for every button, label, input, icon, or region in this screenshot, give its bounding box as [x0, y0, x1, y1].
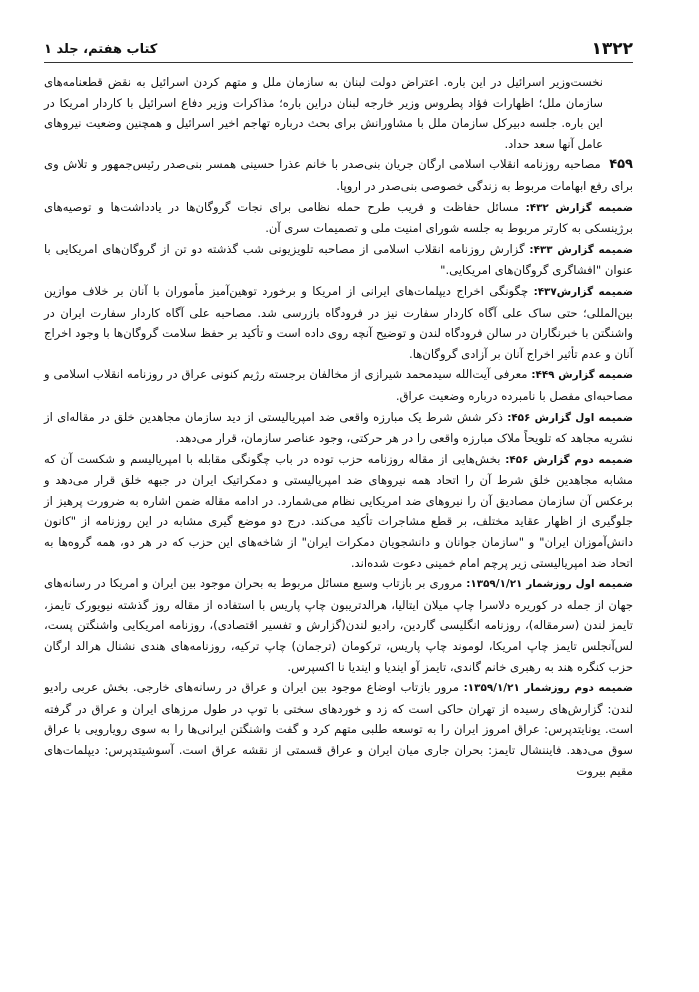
entry-text: مصاحبه روزنامه انقلاب اسلامی ارگان جریان بنی‌صدر با خانم عذرا حسینی همسر بنی‌صدر رئیس‌جمهور و تلاش وی برای رفع ابهامات مربوط به زندگی خصوصی بنی‌صدر در اروپا.	[44, 157, 633, 193]
appendix-report-432	[44, 197, 633, 239]
entry-label: ضمیمه دوم گزارش ۴۵۶:	[505, 453, 633, 466]
entry-text: مروری بر بازتاب وسیع مسائل مربوط به بحران موجود بین ایران و امریکا در رسانه‌های جهان از جمله در کوریره دلاسرا چاپ میلان ایتالیا، هرالدتریبون چاپ پاریس با استفاده از مقاله روز گذشته نیویورک تایمز، تایمز لندن (سرمقاله)، روزنامه انگلیسی گاردین، رادیو لندن(گزارش و تفسیر اقتصادی)، روزنامه امریکایی واشنگتن پست، لس‌آنجلس تایمز چاپ امریکا، لوموند چاپ پاریس، ترکومان (ترجمان) چاپ ترکیه، روزنامه‌های هندی نشنال هرالد ارگان حزب کنگره هند به رهبری خانم گاندی، تایمز آو ایندیا و ایندیا نا اکسپرس.	[44, 576, 633, 674]
entry-label: ضمیمه گزارش۴۳۷:	[533, 285, 634, 298]
second-appendix-chronicle	[44, 677, 633, 781]
appendix-report-449	[44, 364, 633, 406]
entry-label: ضمیمه گزارش ۴۴۹:	[531, 369, 633, 382]
book-title: کتاب هفتم، جلد ۱	[44, 41, 158, 57]
entry-text: معرفی آیت‌الله سیدمحمد شیرازی از مخالفان برجسته رژیم کنونی عراق در روزنامه انقلاب اسلامی و مصاحبه‌ای مفصل با نامبرده درباره وضعیت عراق.	[44, 367, 633, 403]
second-appendix-report-456	[44, 449, 633, 574]
appendix-report-437	[44, 281, 633, 364]
entry-text: بخش‌هایی از مقاله روزنامه حزب توده در باب چگونگی مقابله با امپریالیسم و شکست آن که مشابه مجاهدین خلق شرط آن را اتحاد همه نیروهای ضد امپریالیستی و دمکراتیک ایران در جبهه خلق قرار می‌دهد و برعکس آن سازمان مصادیق آن را نیروهای ضد امریکایی نظام می‌شمارد. در ادامه مقاله ضمن اشاره به ضرورت پرهیز از جلوگیری از اظهار عقاید مختلف، بر قطع مشاجرات تأکید می‌کند. درج دو موضع گیری مشابه در این روزنامه از "کانون دانش‌آموزان ایران" و "سازمان جوانان و دانشجویان دمکرات ایران" از شاخه‌های این حزب که در هر دو، همه گروه‌ها به اتحاد ضد امپریالیستی زیر پرچم امام خمینی دعوت شده‌اند.	[44, 451, 633, 570]
page-body	[44, 72, 633, 781]
entry-459	[44, 154, 633, 196]
first-appendix-report-456	[44, 407, 633, 449]
entry-text: مسائل حفاظت و فریب طرح حمله نظامی برای نجات گروگان‌ها در یادداشت‌ها و توصیه‌های برژینسکی به کارتر مربوط به جلسه شورای امنیت ملی و تصمیمات سری آن.	[44, 199, 633, 236]
entry-number: ۴۵۹	[609, 157, 633, 173]
first-appendix-chronicle	[44, 573, 633, 677]
entry-label: ضمیمه اول گزارش ۴۵۶:	[507, 411, 633, 424]
page-number: ۱۳۲۲	[591, 39, 633, 59]
entry-text: نخست‌وزیر اسرائیل در این باره. اعتراض دولت لبنان به سازمان ملل و متهم کردن اسرائیل به نقض قطعنامه‌های سازمان ملل؛ اظهارات فؤاد پطروس وزیر خارجه لبنان دراین باره؛ مذاکرات وزیر دفاع اسرائیل با کاردار امریکا در این باره. جلسه دبیرکل سازمان ملل با مشاورانش برای بحث درباره تهاجم اخیر اسرائیل و همچنین وضعیت نیروهای عامل آنها سعد حداد.	[44, 75, 603, 151]
entry-label: ضمیمه دوم روزشمار ۱۳۵۹/۱/۲۱:	[463, 682, 634, 695]
page-header	[44, 36, 633, 63]
entry-text: گزارش روزنامه انقلاب اسلامی از مصاحبه تلویزیونی شب گذشته دو تن از گروگان‌های امریکایی با عنوان "افشاگری گروگان‌های امریکایی."	[44, 241, 633, 278]
entry-text: چگونگی اخراج دیپلمات‌های ایرانی از امریکا و برخورد توهین‌آمیز مأموران با آنان بر خلاف موازین بین‌المللی؛ حتی ساک علی آگاه کاردار سفارت نیز در فرودگاه بازرسی شد. مصاحبه علی آگاه کاردار سفارت ایران در واشنگتن با خبرنگاران در سالن فرودگاه لندن و توضیح آنچه روی داده است و تأکید بر حفظ سلامت گروگان‌ها با وجود اخراج آنان و عدم تأثیر اخراج آنان بر آزادی گروگان‌ها.	[44, 283, 633, 361]
entry-text: ذکر شش شرط یک مبارزه واقعی ضد امپریالیستی از دید سازمان مجاهدین خلق در مقاله‌ای از نشریه مجاهد که تلویحاً ملاک مبارزه واقعی را در هر حرکتی، وجود عناصر سازمان، قرار می‌دهد.	[44, 409, 633, 446]
continuation-paragraph	[44, 72, 603, 154]
appendix-report-433	[44, 239, 633, 281]
entry-label: ضمیمه گزارش ۴۳۲:	[525, 201, 633, 214]
entry-label: ضمیمه اول روزشمار ۱۳۵۹/۱/۲۱:	[466, 578, 633, 591]
entry-text: مرور بازتاب اوضاع موجود بین ایران و عراق در رسانه‌های خارجی. بخش عربی رادیو لندن: گزارش‌های رسیده از تهران حاکی است که زد و خوردهای سختی با توپ در طول مرزهای ایران و عراق در گرفته است. یونایتدپرس: عراق امروز ایران را به توسعه طلبی متهم کرد و گفت واشنگتن ایرانی‌ها را به سوی رویارویی با عراق سوق می‌دهد. فایننشال تایمز: بحران جاری میان ایران و عراق قسمتی از نقشه عراق است. آسوشیتدپرس: دیپلمات‌های مقیم بیروت	[44, 680, 633, 778]
entry-label: ضمیمه گزارش ۴۳۳:	[529, 243, 634, 256]
